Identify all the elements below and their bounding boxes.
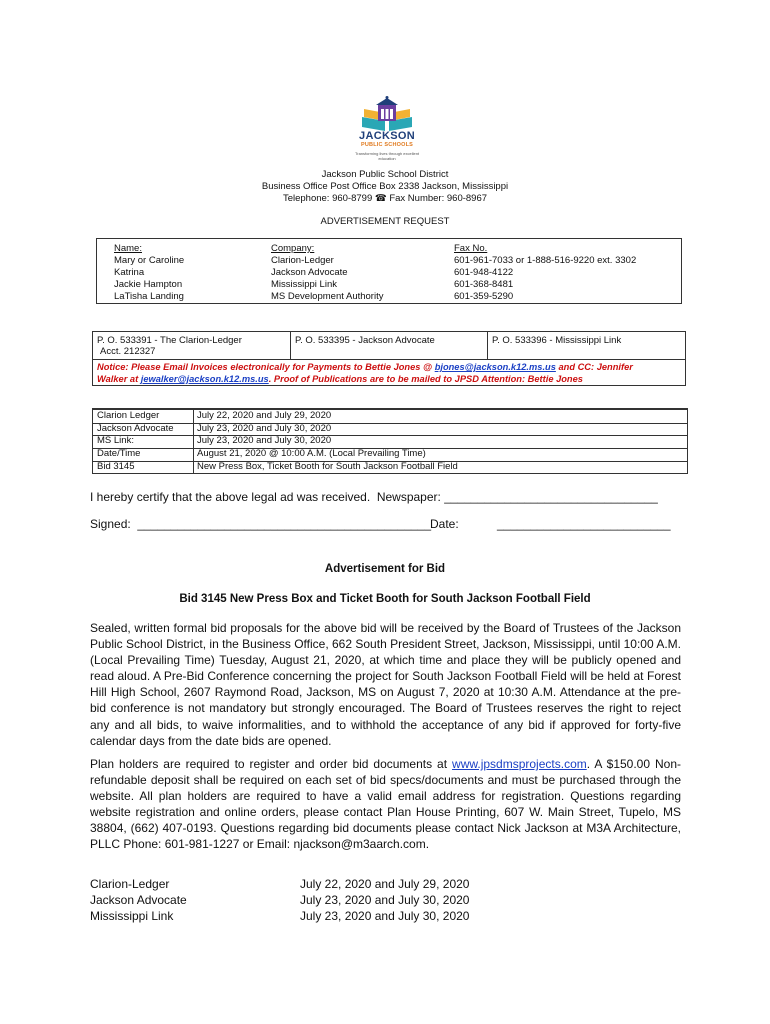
contact-name: Katrina <box>114 267 145 279</box>
po-mississippi-link <box>488 332 685 359</box>
name-header: Name: <box>114 243 142 254</box>
company-name: MS Development Authority <box>271 291 384 303</box>
publication-dates: July 22, 2020 and July 29, 2020 <box>300 877 470 891</box>
company-name: Mississippi Link <box>271 279 337 291</box>
form-title: ADVERTISEMENT REQUEST <box>320 216 450 227</box>
po-jackson-advocate <box>291 332 488 359</box>
invoice-notice: Notice: Please Email Invoices electronically for Payments to Bettie Jones @ bjones@jackson.k12.ms.us and CC: Jennifer Walker at jewalker@jackson.k12.ms.us. Proof of Publications are to be mailed to JPSD Attention: Bettie Jones <box>93 359 685 385</box>
jewalker-email-link[interactable]: jewalker@jackson.k12.ms.us <box>140 374 269 384</box>
publication-paper: Jackson Advocate <box>90 893 187 907</box>
contact-name: Mary or Caroline <box>114 255 185 267</box>
contact-name: Jackie Hampton <box>114 279 183 291</box>
business-office-address: Business Office Post Office Box 2338 Jackson, Mississippi <box>261 181 509 192</box>
logo-name: JACKSON <box>359 130 415 142</box>
po-clarion-account: Acct. 212327 <box>100 346 156 357</box>
publication-dates: July 23, 2020 and July 30, 2020 <box>300 909 470 923</box>
contacts-table <box>96 238 682 304</box>
date-line: __________________________ <box>497 517 671 531</box>
fax-number: 601-961-7033 or 1-888-516-9220 ext. 3302 <box>454 255 637 267</box>
logo-emblem-icon <box>354 95 420 135</box>
publication-paper: Mississippi Link <box>90 909 174 923</box>
company-name: Clarion-Ledger <box>271 255 334 267</box>
logo-subtitle: PUBLIC SCHOOLS <box>361 142 413 148</box>
bid-paragraph-2: Plan holders are required to register and order bid documents at www.jpsdmsprojects.com. A $150.00 Non-refundable deposit shall be required on each set of bid specs/documents and must be purchased through the website. All plan holders are required to have a valid email address for registration. Questions regarding website registration and online orders, please contact Plan House Printing, 607 W. Main Street, Tupelo, MS 38804, (662) 407-0193. Questions regarding bid documents please contact Nick Jackson at M3A Architecture, PLLC Phone: 601-981-1227 or Email: njackson@m3aarch.com. <box>90 757 681 852</box>
district-name: Jackson Public School District <box>321 169 449 180</box>
publications-papers <box>90 876 187 924</box>
po-clarion-ledger <box>93 332 291 359</box>
po-advocate-number: P. O. 533395 - Jackson Advocate <box>295 335 435 346</box>
certify-line: I hereby certify that the above legal ad was received. Newspaper: ________________________________ <box>90 490 658 504</box>
jpsd-projects-link[interactable]: www.jpsdmsprojects.com <box>452 757 587 771</box>
schedule-row: Bid 3145 New Press Box, Ticket Booth for South Jackson Football Field <box>97 460 458 472</box>
po-clarion-number: P. O. 533391 - The Clarion-Ledger <box>97 335 242 346</box>
fax-number: 601-359-5290 <box>454 291 514 303</box>
company-name: Jackson Advocate <box>271 267 348 279</box>
bid-title: Bid 3145 New Press Box and Ticket Booth for South Jackson Football Field <box>179 593 591 605</box>
company-header: Company: <box>271 243 315 254</box>
fax-number: 601-368-8481 <box>454 279 514 291</box>
logo-tagline: Transforming lives through excellent education <box>354 151 420 161</box>
companies-column <box>271 243 383 303</box>
phone-fax: Telephone: 960-8799 ☎ Fax Number: 960-8967 <box>282 193 488 204</box>
schedule-table <box>92 408 688 474</box>
ad-title: Advertisement for Bid <box>324 563 446 575</box>
publication-dates: July 23, 2020 and July 30, 2020 <box>300 893 470 907</box>
fax-column <box>454 243 636 303</box>
po-mslink-number: P. O. 533396 - Mississippi Link <box>492 335 622 346</box>
contact-name: LaTisha Landing <box>114 291 184 303</box>
names-column <box>114 243 184 303</box>
schedule-row: Date/Time August 21, 2020 @ 10:00 A.M. (Local Prevailing Time) <box>93 448 687 462</box>
signed-line: Signed: ____________________________________________ <box>90 517 432 531</box>
schedule-row: Jackson Advocate July 23, 2020 and July 30, 2020 <box>93 423 687 437</box>
publications-dates <box>300 876 469 924</box>
publication-paper: Clarion-Ledger <box>90 877 170 891</box>
fax-number: 601-948-4122 <box>454 267 514 279</box>
fax-header: Fax No. <box>454 243 488 254</box>
date-label: Date: <box>430 517 459 531</box>
schedule-row: MS Link: July 23, 2020 and July 30, 2020 <box>93 435 687 449</box>
bid-paragraph-1: Sealed, written formal bid proposals for the above bid will be received by the Board of Trustees of the Jackson Public School District, in the Business Office, 662 South President Street, Jackson, Mississippi, until 10:00 A.M. (Local Prevailing Time) Tuesday, August 21, 2020, at which time and place they will be publicly opened and read aloud. A Pre-Bid Conference concerning the project for South Jackson Football Field will be held at Forest Hill High School, 2607 Raymond Road, Jackson, MS on August 7, 2020 at 10:30 A.M. Attendance at the pre-bid conference is not mandatory but strongly encouraged. The Board of Trustees reserves the right to reject any and all bids, to waive informalities, and to withhold the acceptance of any bid if approved for forty-five calendar days from the date bids are opened. <box>90 621 681 748</box>
bjones-email-link[interactable]: bjones@jackson.k12.ms.us <box>434 362 556 372</box>
po-table <box>92 331 686 386</box>
schedule-row: Clarion Ledger July 22, 2020 and July 29, 2020 <box>93 410 687 424</box>
